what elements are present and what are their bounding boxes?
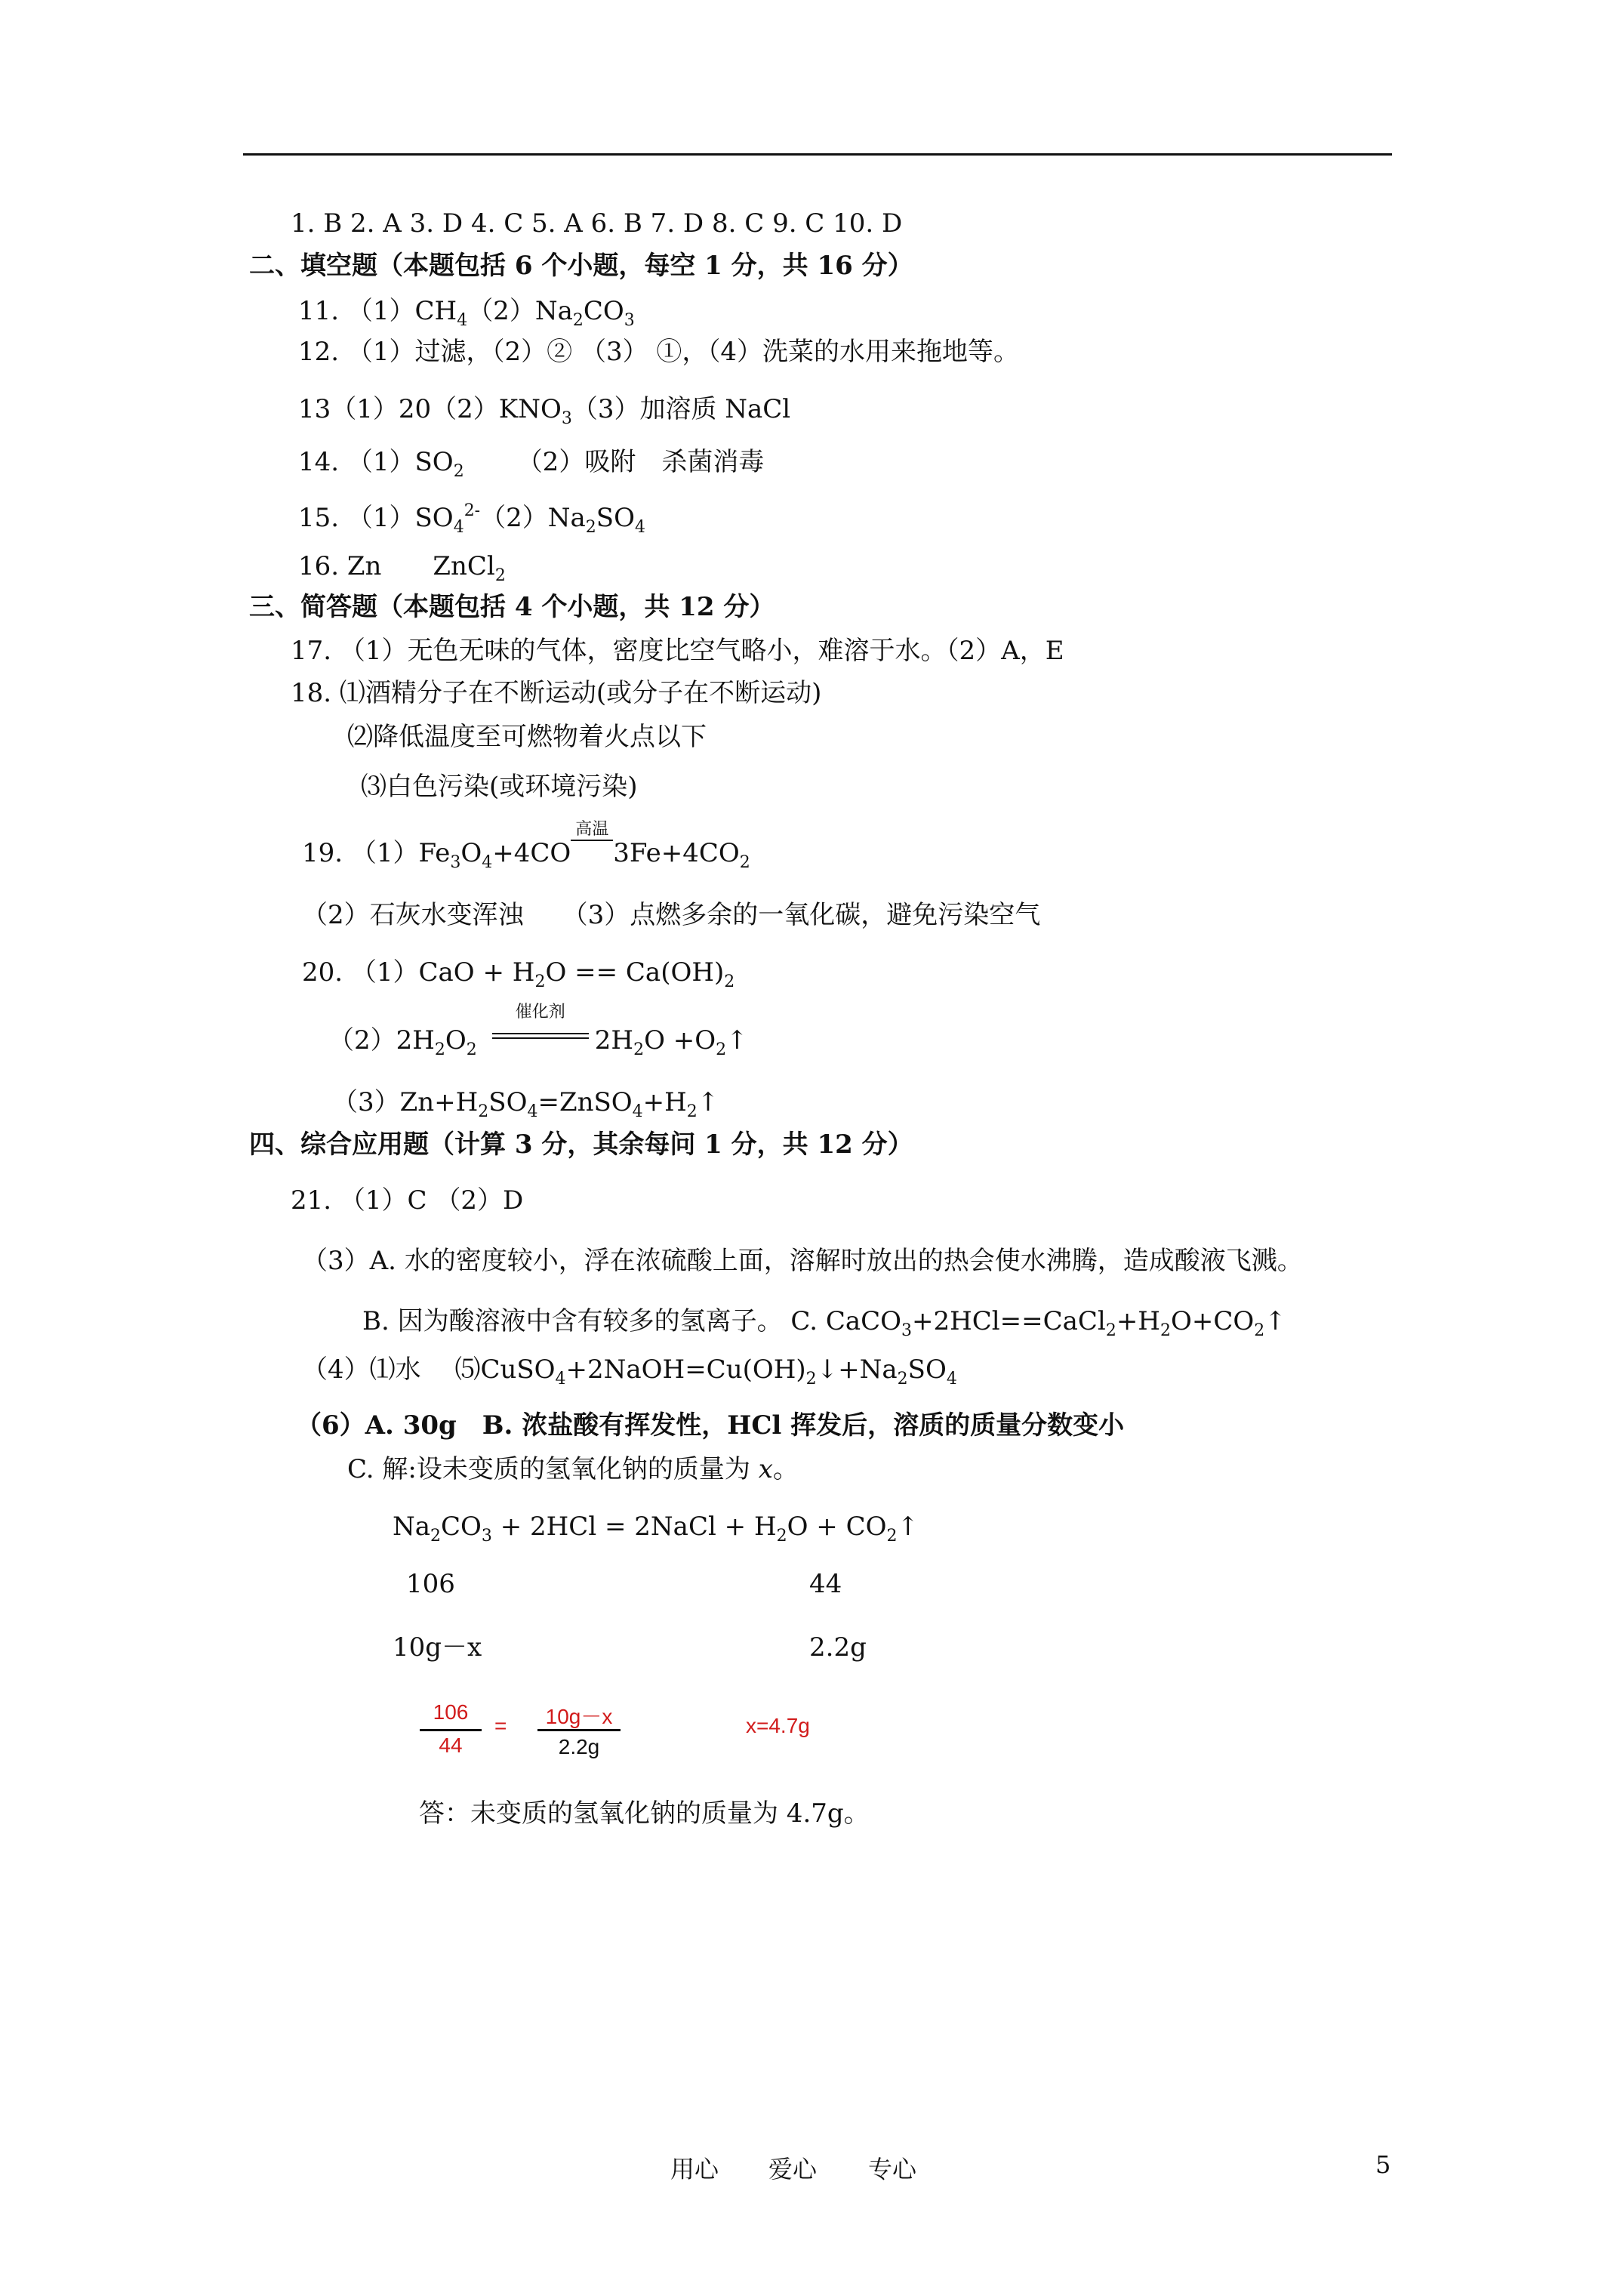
answer-q19-2: （2）石灰水变浑浊 （3）点燃多余的一氧化碳，避免污染空气: [302, 900, 1041, 930]
fraction-mass-ratio: 10g－x 2.2g: [537, 1700, 621, 1761]
answer-q11: 11. $(1)CH_4(2)Na_2CO_3$: [298, 296, 635, 330]
reaction-equation: $Na_2CO_3 + 2HCl$ = 2NaCl + $H_2O$ + $CO_2↑$: [393, 1512, 919, 1546]
answer-q21-1-2: 21. （1）C （2）D: [291, 1185, 524, 1216]
answer-q18-1: 18. ⑴酒精分子在不断运动(或分子在不断运动): [291, 678, 822, 708]
answer-q15: 15. $(1)SO_4^{2-}(2)Na_2SO_4$: [298, 501, 645, 537]
answer-q20-3: $(3)Zn+H_2SO_4=ZnSO_4+H_2↑$: [332, 1087, 719, 1121]
mc-answers: 1. B 2. A 3. D 4. C 5. A 6. B 7. D 8. C 9. C 10. D: [291, 208, 903, 239]
answer-q18-3: ⑶白色污染(或环境污染): [361, 772, 638, 802]
answer-q20-2: $(2)2H_2O_2$ 催化剂 $2H_2O$ $+O_2↑$: [328, 1003, 748, 1059]
answer-q14: 14. $(1)SO_2$ （2）吸附 杀菌消毒: [298, 447, 765, 481]
answer-q21-3a: （3）A. 水的密度较小，浮在浓硫酸上面，溶解时放出的热会使水沸腾，造成酸液飞溅。: [302, 1246, 1303, 1276]
answer-q17: 17. （1）无色无味的气体，密度比空气略小，难溶于水。（2）A，E: [291, 636, 1064, 666]
molar-mass-co2: 44: [809, 1569, 842, 1599]
reaction-condition: 高温: [571, 837, 613, 870]
footer-motto-3: 专心: [868, 2155, 917, 2184]
header-rule: [243, 153, 1392, 156]
answer-q21-4-5: （4）⑴水 $⑸CuSO_4+2NaOH=Cu(OH)_2↓+Na_2SO_4$: [302, 1354, 957, 1388]
final-answer: 答：未变质的氢氧化钠的质量为 4.7g。: [419, 1798, 870, 1829]
catalyst-condition: 催化剂: [492, 1024, 589, 1057]
section2-heading: 二、填空题（本题包括 6 个小题，每空 1 分，共 16 分）: [249, 251, 913, 281]
answer-q20-1: 20. $(1)CaO + H_2O == Ca(OH)_2$: [302, 957, 735, 991]
actual-mass-naco3: 10g－x: [393, 1632, 482, 1663]
answer-q13: $13(1)20(2)KNO_3(3)$加溶质 NaCl: [298, 394, 791, 428]
answer-q18-2: ⑵降低温度至可燃物着火点以下: [347, 722, 707, 752]
answer-q21-3b: B. 因为酸溶液中含有较多的氢离子。 C. $CaCO_3+2HCl==CaCl_2+H_2O+CO_2↑$: [362, 1306, 1286, 1340]
answer-q21-6: （6）A. 30g B. 浓盐酸有挥发性，HCl 挥发后，溶质的质量分数变小: [296, 1410, 1125, 1441]
footer-motto-1: 用心: [670, 2155, 719, 2184]
answer-q19-1: 19. $(1)Fe_3O_4+4CO$ 高温 $3Fe+4CO_2$: [302, 820, 750, 872]
answer-q12: 12. （1）过滤，（2）② （3） ①，（4）洗菜的水用来拖地等。: [298, 337, 1020, 367]
actual-mass-co2: 2.2g: [809, 1632, 867, 1663]
section4-heading: 四、综合应用题（计算 3 分，其余每问 1 分，共 12 分）: [249, 1130, 913, 1160]
footer-motto-2: 爱心: [768, 2155, 818, 2184]
calc-result: x=4.7g: [746, 1714, 810, 1737]
section3-heading: 三、简答题（本题包括 4 个小题，共 12 分）: [249, 592, 775, 622]
page-number: 5: [1375, 2150, 1391, 2179]
answer-q21-6c: C. 解:设未变质的氢氧化钠的质量为 x。: [347, 1454, 799, 1484]
fraction-106-44: 106 44: [420, 1700, 482, 1761]
molar-mass-naco3: 106: [406, 1569, 455, 1599]
answer-q16: 16. Zn ZnCl$_2$: [298, 551, 506, 585]
equals-sign: =: [494, 1714, 507, 1737]
